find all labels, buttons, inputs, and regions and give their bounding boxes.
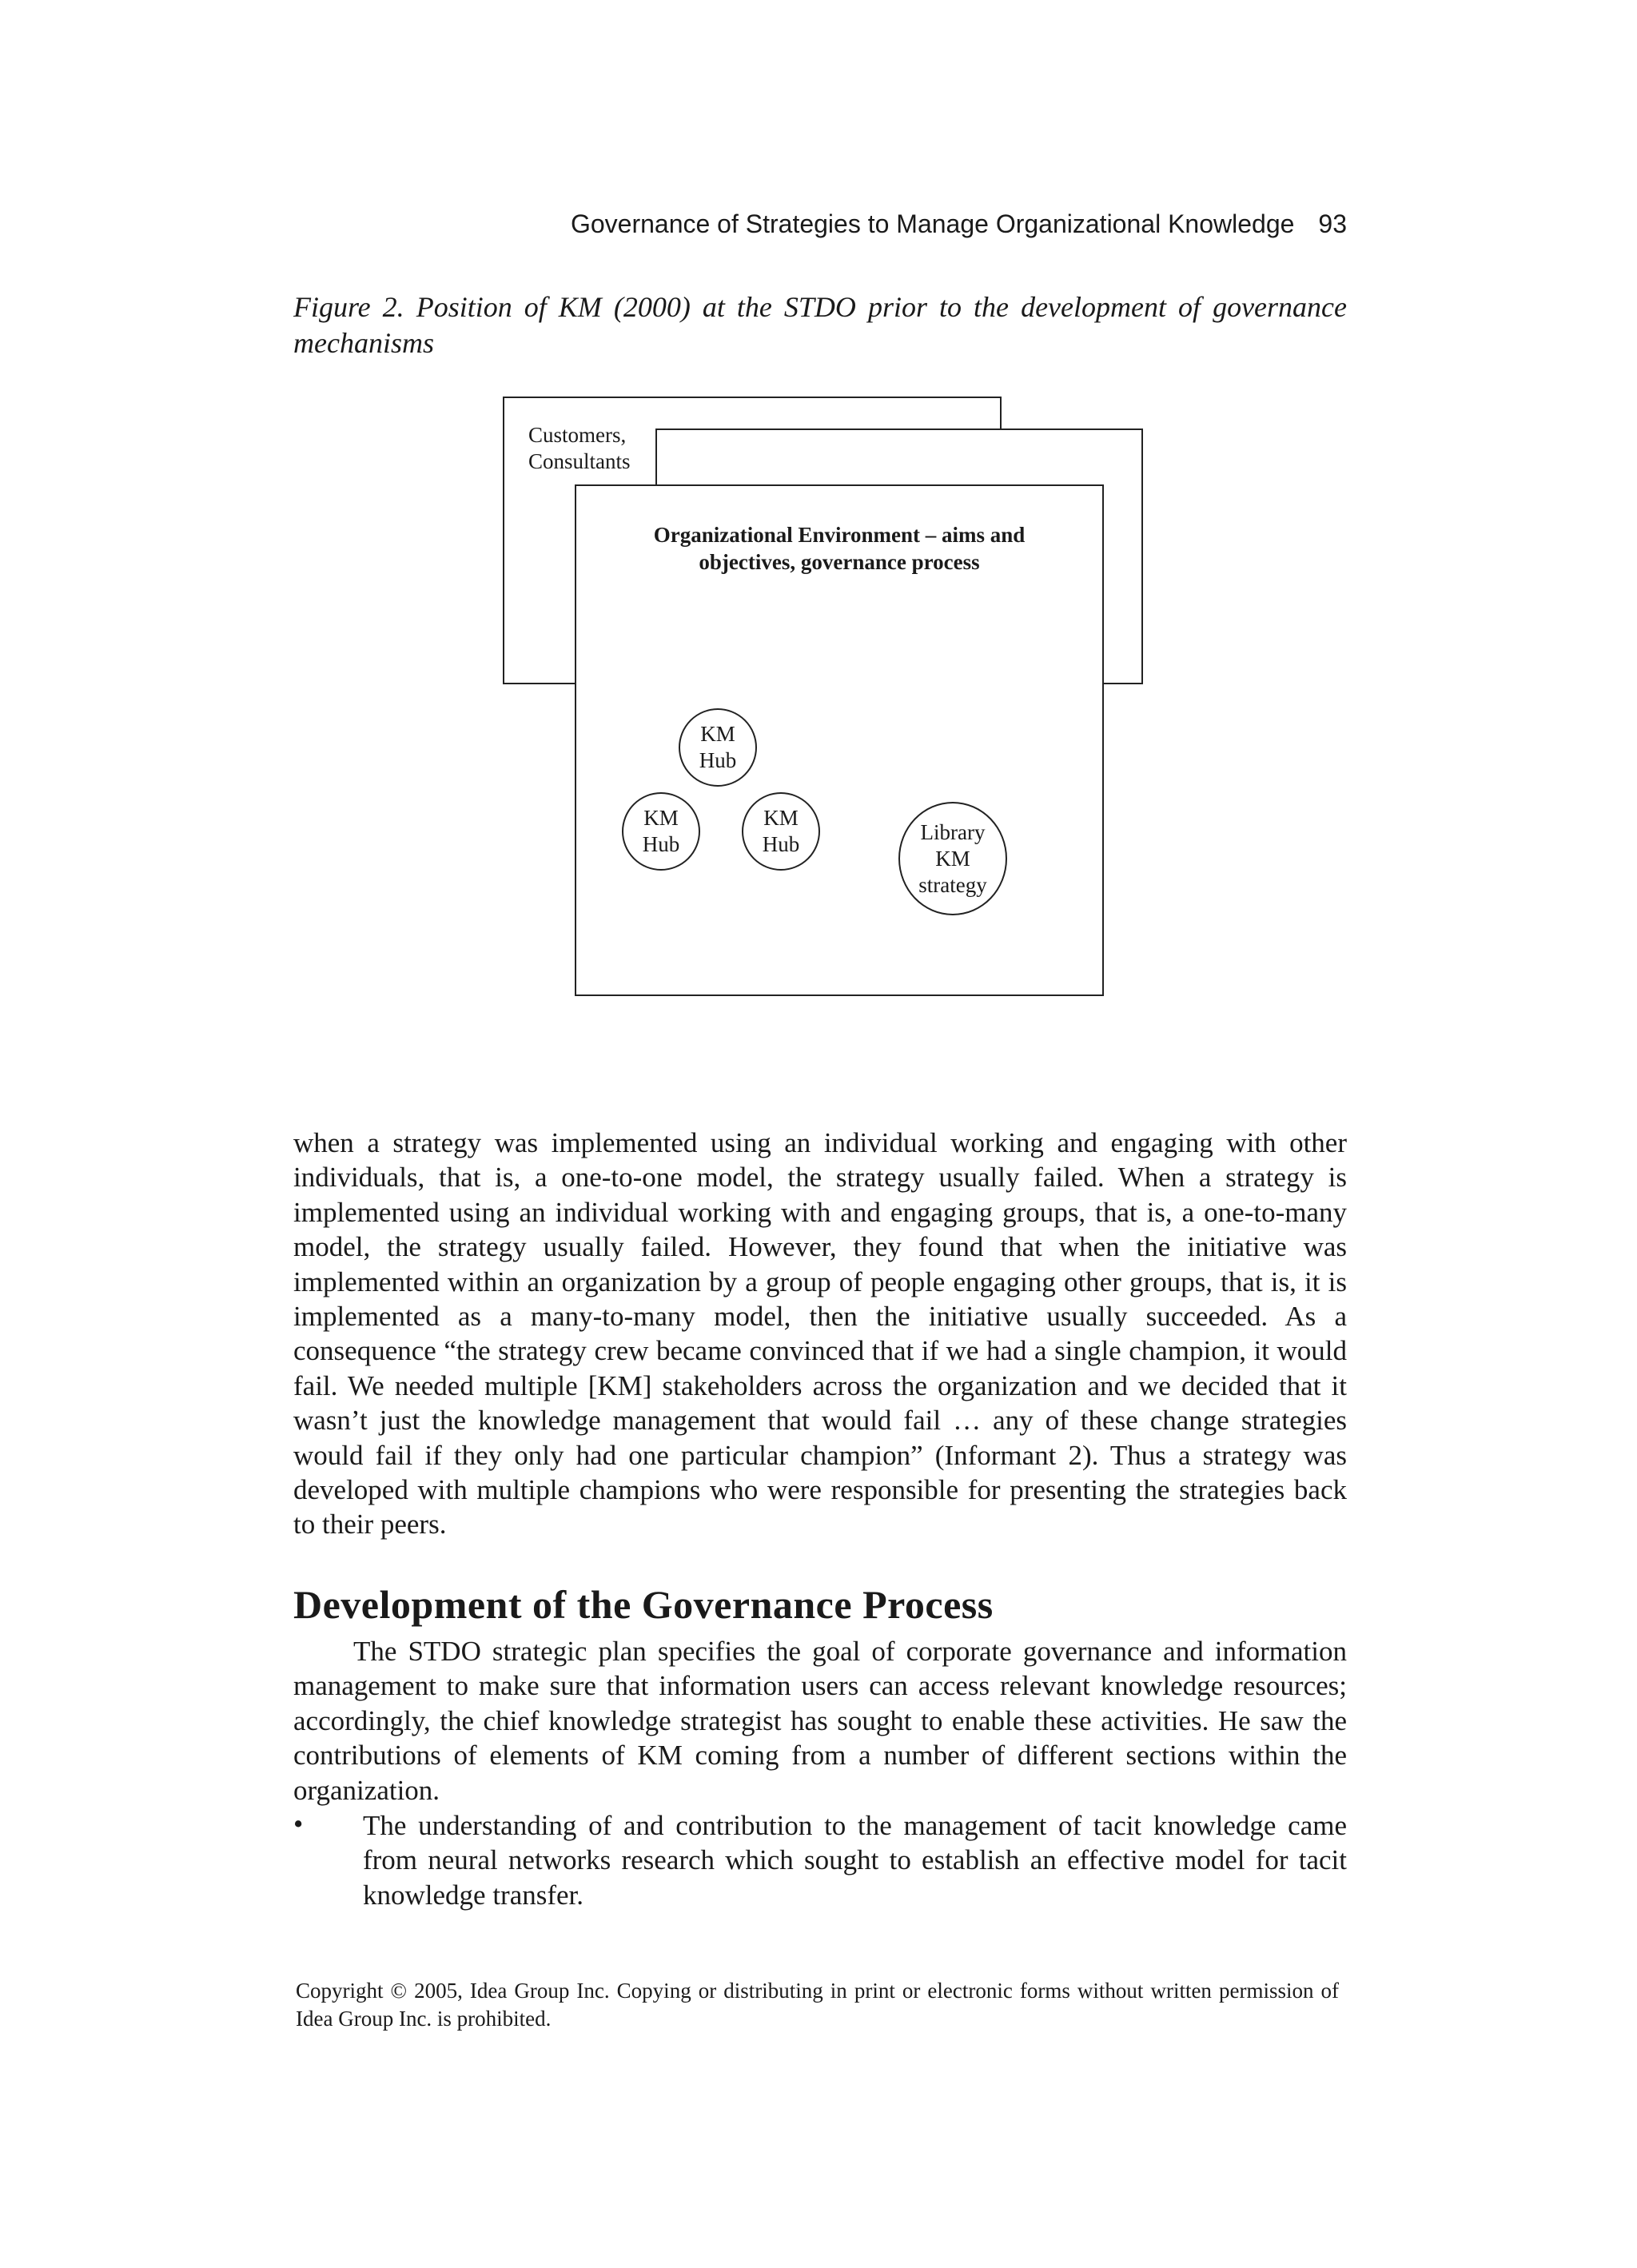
body-paragraph-1: when a strategy was implemented using an individual working and engaging with other individuals, that is, a one-to-one model, the strategy usually failed. When a strategy is implemented using an individual working with and engaging groups, that is, a one-to-many model, the strategy usually failed. However, they found that when the initiative was implemented within an organization by a group of people engaging other groups, that is, it is implemented as a many-to-many model, then the initiative usually succeeded. As a consequence “the strategy crew became convinced that if we had a single champion, it would fail. We needed multiple [KM] stakeholders across the organization and we decided that it wasn’t just the knowledge management that would fail … any of these change strategies would fail if they only had one particular champion” (Informant 2). Thus a strategy was developed with multiple champions who were responsible for presenting the strategies back to their peers. <box>293 1127 1347 1541</box>
bullet-item-1: The understanding of and contribution to the management of tacit knowledge came from neural networks research which sought to establish an effective model for tacit knowledge transfer. <box>363 1810 1347 1911</box>
km-hub-label-line-2: Hub <box>699 748 737 772</box>
km-hub-label-line-1: KM <box>700 722 735 746</box>
km-hub-label-line-1: KM <box>763 806 799 830</box>
km-position-diagram <box>496 392 1151 999</box>
library-label-line-1: Library <box>920 819 986 844</box>
library-label-line-2: KM <box>935 846 970 871</box>
km-hub-label-line-1: KM <box>643 806 679 830</box>
km-hub-label-line-2: Hub <box>642 832 680 856</box>
section-heading: Development of the Governance Process <box>293 1582 994 1627</box>
page-number: 93 <box>1318 209 1347 238</box>
km-hub-node <box>679 708 757 787</box>
km-hub-label-line-2: Hub <box>762 832 800 856</box>
bullet-icon: • <box>293 1808 304 1840</box>
copyright-notice: Copyright © 2005, Idea Group Inc. Copying or distributing in print or electronic forms without written permission of Idea Group Inc. is prohibited. <box>296 1979 1339 2031</box>
running-head <box>296 209 1347 239</box>
customers-label-line-2: Consultants <box>528 449 631 473</box>
org-label-line-1: Organizational Environment – aims and <box>653 523 1026 547</box>
organizational-environment-box <box>575 484 1104 996</box>
km-hub-node <box>742 792 820 871</box>
customers-label-line-1: Customers, <box>528 423 627 447</box>
library-label-line-3: strategy <box>918 872 987 897</box>
body-paragraph-2: The STDO strategic plan specifies the goal of corporate governance and information management to make sure that information users can access relevant knowledge resources; accordingly, the chief knowledge strategist has sought to enable these activities. He saw the contributions of elements of KM coming from a number of different sections within the organization. <box>293 1636 1347 1806</box>
km-hub-node <box>622 792 700 871</box>
customers-label <box>528 422 631 475</box>
running-head-title: Governance of Strategies to Manage Organizational Knowledge <box>570 209 1295 238</box>
library-km-strategy-node <box>898 802 1007 915</box>
org-label-line-2: objectives, governance process <box>699 550 980 574</box>
org-label <box>576 521 1102 576</box>
figure-caption: Figure 2. Position of KM (2000) at the STDO prior to the development of governance mechanisms <box>293 291 1347 359</box>
